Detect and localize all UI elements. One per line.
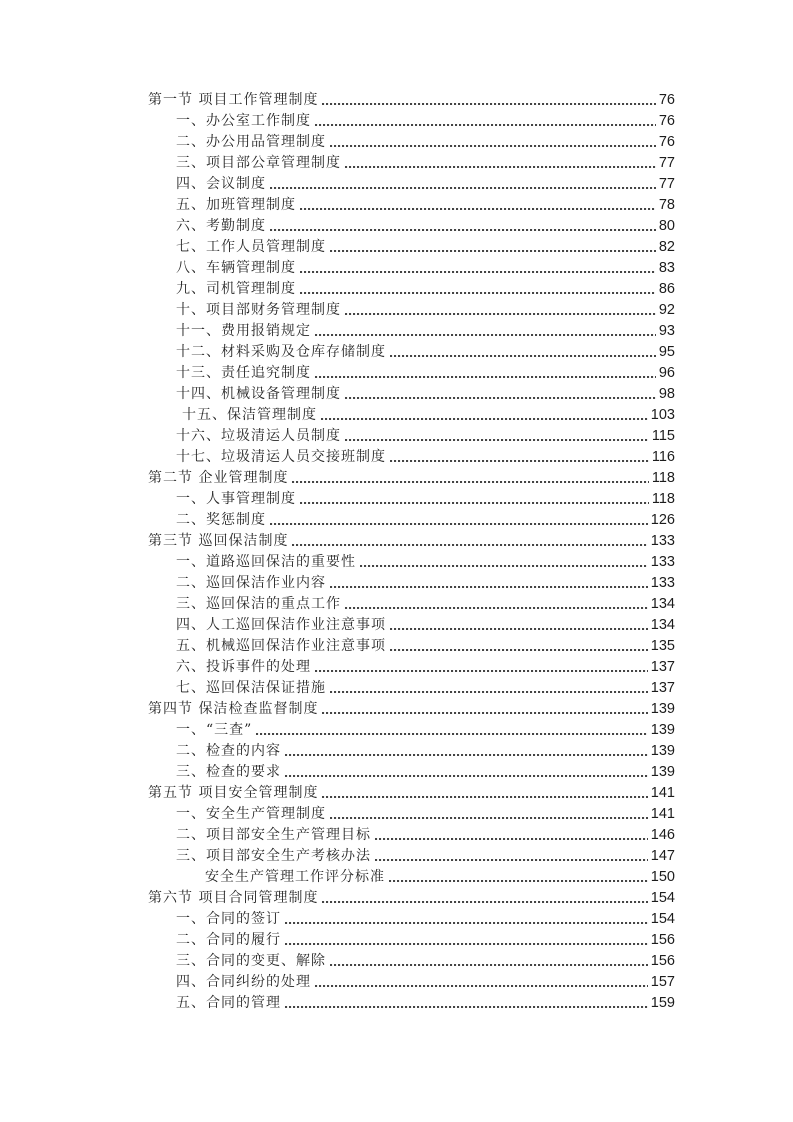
toc-entry-page: 118	[651, 491, 675, 507]
toc-entry-page: 78	[658, 197, 675, 213]
toc-entry[interactable]	[176, 992, 675, 1013]
toc-entry-title: 第三节 巡回保洁制度	[148, 533, 289, 549]
toc-entry-title: 二、奖惩制度	[176, 512, 266, 528]
leader-dots	[285, 908, 648, 929]
toc-entry-page: 139	[650, 701, 675, 717]
toc-entry-page: 92	[658, 302, 675, 318]
leader-dots	[270, 173, 656, 194]
toc-entry[interactable]	[176, 236, 675, 257]
toc-entry[interactable]	[176, 551, 675, 572]
toc-entry[interactable]	[176, 971, 675, 992]
toc-entry-title: 三、检查的要求	[176, 764, 281, 780]
toc-entry-title: 一、合同的签订	[176, 911, 281, 927]
leader-dots	[270, 215, 656, 236]
toc-entry-page: 157	[650, 974, 675, 990]
toc-entry-title: 十五、保洁管理制度	[182, 407, 317, 423]
toc-entry-title: 十二、材料采购及仓库存储制度	[176, 344, 386, 360]
toc-entry-page: 147	[650, 848, 675, 864]
leader-dots	[315, 110, 656, 131]
toc-entry-page: 154	[650, 911, 675, 927]
toc-entry-title: 十三、责任追究制度	[176, 365, 311, 381]
leader-dots	[345, 152, 656, 173]
toc-entry[interactable]	[176, 908, 675, 929]
toc-entry-title: 四、合同纠纷的处理	[176, 974, 311, 990]
toc-entry-page: 156	[650, 953, 675, 969]
toc-entry-page: 83	[658, 260, 675, 276]
toc-entry-page: 80	[658, 218, 675, 234]
toc-entry[interactable]	[176, 950, 675, 971]
leader-dots	[285, 740, 648, 761]
toc-entry-page: 159	[650, 995, 675, 1011]
toc-entry-page: 139	[650, 764, 675, 780]
toc-entry-title: 三、项目部公章管理制度	[176, 155, 341, 171]
toc-entry-page: 77	[658, 155, 675, 171]
toc-entry-title: 十七、垃圾清运人员交接班制度	[176, 449, 386, 465]
toc-entry-page: 93	[658, 323, 675, 339]
leader-dots	[300, 257, 656, 278]
leader-dots	[315, 320, 656, 341]
toc-entry-page: 133	[650, 554, 675, 570]
toc-entry[interactable]	[176, 173, 675, 194]
toc-entry-page: 115	[651, 428, 675, 444]
toc-entry[interactable]	[176, 299, 675, 320]
toc-entry[interactable]	[176, 761, 675, 782]
toc-entry-title: 第一节 项目工作管理制度	[148, 92, 319, 108]
toc-entry[interactable]	[176, 362, 675, 383]
toc-entry[interactable]	[176, 320, 675, 341]
toc-entry[interactable]	[176, 257, 675, 278]
toc-entry-page: 156	[650, 932, 675, 948]
leader-dots	[315, 362, 656, 383]
toc-entry-title: 十四、机械设备管理制度	[176, 386, 341, 402]
leader-dots	[360, 551, 648, 572]
leader-dots	[300, 278, 656, 299]
toc-entry-title: 第六节 项目合同管理制度	[148, 890, 319, 906]
toc-entry-page: 118	[651, 470, 675, 486]
toc-entry-title: 三、合同的变更、解除	[176, 953, 326, 969]
toc-entry-page: 98	[658, 386, 675, 402]
toc-entry-title: 四、人工巡回保洁作业注意事项	[176, 617, 386, 633]
toc-entry-title: 一、道路巡回保洁的重要性	[176, 554, 356, 570]
leader-dots	[321, 404, 648, 425]
leader-dots	[330, 236, 656, 257]
leader-dots	[330, 803, 648, 824]
toc-entry[interactable]	[176, 425, 675, 446]
toc-entry-page: 139	[650, 722, 675, 738]
leader-dots	[345, 383, 656, 404]
toc-entry[interactable]	[148, 782, 675, 803]
toc-entry[interactable]	[205, 866, 675, 887]
toc-entry-page: 76	[658, 92, 675, 108]
toc-entry-title: 三、巡回保洁的重点工作	[176, 596, 341, 612]
leader-dots	[315, 656, 648, 677]
leader-dots	[330, 950, 648, 971]
toc-entry[interactable]	[176, 341, 675, 362]
toc-entry[interactable]	[182, 404, 675, 425]
toc-entry-page: 146	[650, 827, 675, 843]
leader-dots	[292, 467, 648, 488]
toc-entry-title: 十、项目部财务管理制度	[176, 302, 341, 318]
toc-entry[interactable]	[176, 845, 675, 866]
toc-entry[interactable]	[176, 215, 675, 236]
leader-dots	[300, 194, 656, 215]
toc-entry[interactable]	[148, 467, 675, 488]
toc-entry-page: 133	[650, 575, 675, 591]
toc-entry[interactable]	[148, 530, 675, 551]
leader-dots	[390, 614, 648, 635]
leader-dots	[256, 719, 647, 740]
leader-dots	[270, 509, 648, 530]
toc-entry-title: 第四节 保洁检查监督制度	[148, 701, 319, 717]
table-of-contents	[148, 89, 675, 1013]
toc-entry[interactable]	[176, 677, 675, 698]
toc-entry-page: 137	[650, 680, 675, 696]
leader-dots	[285, 992, 648, 1013]
toc-entry-page: 134	[650, 596, 675, 612]
toc-entry-page: 126	[650, 512, 675, 528]
leader-dots	[322, 782, 647, 803]
toc-entry-title: 八、车辆管理制度	[176, 260, 296, 276]
leader-dots	[345, 425, 649, 446]
toc-entry-title: 二、合同的履行	[176, 932, 281, 948]
toc-entry[interactable]	[176, 446, 675, 467]
toc-entry-title: 五、加班管理制度	[176, 197, 296, 213]
leader-dots	[330, 572, 648, 593]
toc-entry-page: 141	[650, 785, 675, 801]
toc-entry-page: 137	[650, 659, 675, 675]
toc-entry-title: 四、会议制度	[176, 176, 266, 192]
toc-entry-page: 154	[650, 890, 675, 906]
toc-entry[interactable]	[176, 635, 675, 656]
toc-entry[interactable]	[148, 887, 675, 908]
toc-entry-title: 安全生产管理工作评分标准	[205, 869, 385, 885]
toc-entry-title: 一、“三查”	[176, 722, 253, 738]
toc-entry-page: 139	[650, 743, 675, 759]
toc-entry[interactable]	[176, 131, 675, 152]
toc-entry[interactable]	[148, 89, 675, 110]
toc-entry[interactable]	[176, 929, 675, 950]
toc-entry-page: 141	[650, 806, 675, 822]
toc-entry[interactable]	[176, 656, 675, 677]
toc-entry-title: 第二节 企业管理制度	[148, 470, 289, 486]
toc-entry-page: 95	[658, 344, 675, 360]
toc-entry-page: 116	[651, 449, 675, 465]
toc-entry-title: 十六、垃圾清运人员制度	[176, 428, 341, 444]
toc-entry[interactable]	[176, 614, 675, 635]
leader-dots	[292, 530, 647, 551]
toc-entry[interactable]	[176, 383, 675, 404]
toc-entry-title: 七、巡回保洁保证措施	[176, 680, 326, 696]
toc-entry-title: 五、机械巡回保洁作业注意事项	[176, 638, 386, 654]
leader-dots	[300, 488, 649, 509]
toc-entry-title: 七、工作人员管理制度	[176, 239, 326, 255]
toc-entry-page: 134	[650, 617, 675, 633]
toc-entry-page: 135	[650, 638, 675, 654]
leader-dots	[345, 593, 648, 614]
leader-dots	[389, 866, 648, 887]
leader-dots	[330, 131, 656, 152]
toc-entry-title: 一、办公室工作制度	[176, 113, 311, 129]
toc-entry-page: 76	[658, 134, 675, 150]
toc-entry-title: 六、投诉事件的处理	[176, 659, 311, 675]
leader-dots	[315, 971, 648, 992]
leader-dots	[390, 446, 649, 467]
toc-entry-page: 76	[658, 113, 675, 129]
leader-dots	[345, 299, 656, 320]
toc-entry[interactable]	[176, 719, 675, 740]
toc-entry-page: 150	[650, 869, 675, 885]
toc-entry-page: 77	[658, 176, 675, 192]
toc-entry-title: 三、项目部安全生产考核办法	[176, 848, 371, 864]
toc-entry-title: 十一、费用报销规定	[176, 323, 311, 339]
toc-entry-title: 五、合同的管理	[176, 995, 281, 1011]
leader-dots	[285, 929, 648, 950]
toc-entry[interactable]	[176, 824, 675, 845]
toc-entry-page: 96	[658, 365, 675, 381]
toc-entry-title: 九、司机管理制度	[176, 281, 296, 297]
toc-entry-page: 103	[650, 407, 675, 423]
toc-entry-title: 一、人事管理制度	[176, 491, 296, 507]
leader-dots	[285, 761, 648, 782]
toc-entry-title: 二、检查的内容	[176, 743, 281, 759]
leader-dots	[390, 341, 656, 362]
toc-entry-title: 一、安全生产管理制度	[176, 806, 326, 822]
toc-entry-page: 86	[658, 281, 675, 297]
toc-entry-title: 二、巡回保洁作业内容	[176, 575, 326, 591]
toc-entry[interactable]	[176, 152, 675, 173]
toc-entry[interactable]	[176, 278, 675, 299]
toc-entry[interactable]	[176, 488, 675, 509]
toc-entry-title: 六、考勤制度	[176, 218, 266, 234]
toc-entry[interactable]	[176, 509, 675, 530]
leader-dots	[330, 677, 648, 698]
toc-entry[interactable]	[176, 572, 675, 593]
toc-entry-page: 133	[650, 533, 675, 549]
toc-entry[interactable]	[176, 194, 675, 215]
toc-entry[interactable]	[176, 593, 675, 614]
toc-entry[interactable]	[176, 740, 675, 761]
toc-entry[interactable]	[176, 110, 675, 131]
toc-entry[interactable]	[148, 698, 675, 719]
toc-entry-title: 第五节 项目安全管理制度	[148, 785, 319, 801]
toc-entry-title: 二、项目部安全生产管理目标	[176, 827, 371, 843]
leader-dots	[375, 845, 648, 866]
leader-dots	[322, 887, 647, 908]
toc-entry-title: 二、办公用品管理制度	[176, 134, 326, 150]
toc-entry[interactable]	[176, 803, 675, 824]
leader-dots	[375, 824, 648, 845]
toc-entry-page: 82	[658, 239, 675, 255]
leader-dots	[322, 698, 647, 719]
leader-dots	[322, 89, 655, 110]
leader-dots	[390, 635, 648, 656]
